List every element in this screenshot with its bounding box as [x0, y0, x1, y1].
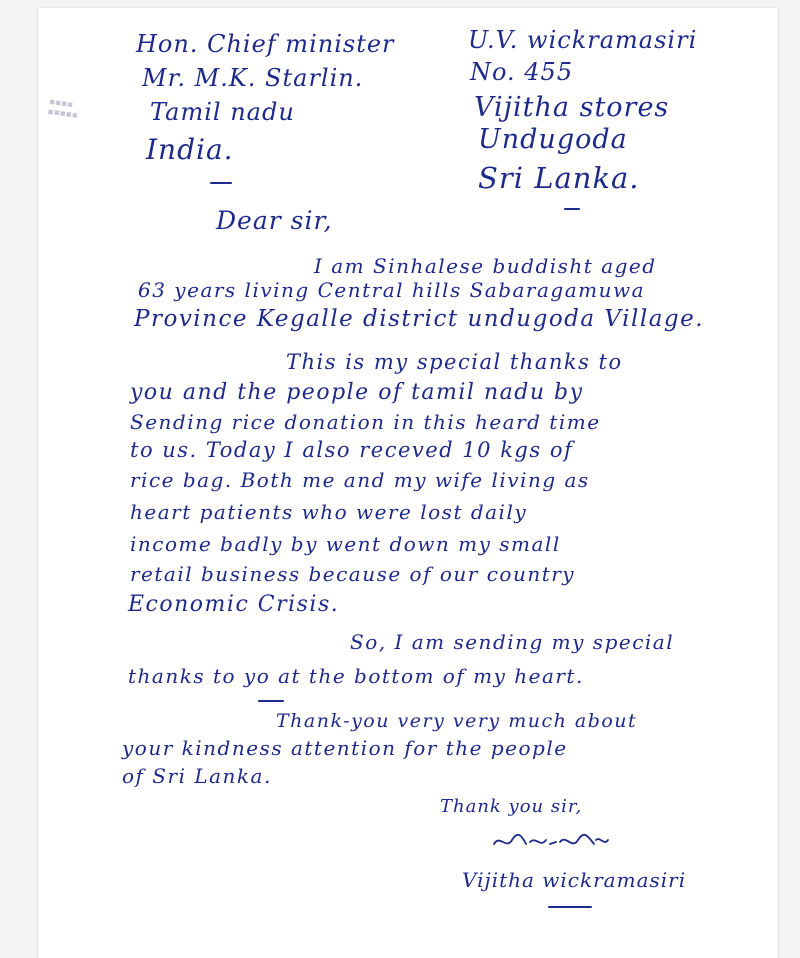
letter-page — [38, 8, 778, 958]
recipient-country: India. — [146, 133, 234, 166]
closing: Thank you sir, — [440, 796, 583, 817]
letter-line: rice bag. Both me and my wife living as — [130, 468, 590, 492]
letter-line: I am Sinhalese buddisht aged — [314, 254, 657, 278]
letter-line: Economic Crisis. — [128, 592, 340, 617]
sender-town: Undugoda — [478, 124, 628, 155]
letter-line: your kindness attention for the people — [122, 736, 568, 760]
letter-line: thanks to yo at the bottom of my heart. — [128, 664, 584, 688]
underline-mark — [258, 700, 284, 702]
letter-line: Province Kegalle district undugoda Village. — [134, 306, 705, 332]
sender-shop: Vijitha stores — [474, 92, 670, 123]
signature-name: Vijitha wickramasiri — [462, 868, 687, 892]
letter-line: to us. Today I also receved 10 kgs of — [130, 438, 574, 462]
letter-line: So, I am sending my special — [350, 630, 675, 654]
letter-line: Thank-you very very much about — [276, 710, 638, 732]
letter-line: This is my special thanks to — [286, 350, 623, 374]
letter-line: retail business because of our country — [130, 562, 576, 586]
letter-line: you and the people of tamil nadu by — [130, 380, 584, 405]
recipient-name: Mr. M.K. Starlin. — [142, 64, 364, 92]
underline-mark — [548, 906, 592, 908]
underline-mark — [210, 182, 232, 184]
salutation: Dear sir, — [216, 206, 333, 235]
recipient-state: Tamil nadu — [150, 98, 295, 126]
letter-line: 63 years living Central hills Sabaragamuwa — [138, 278, 646, 302]
faint-stamp-mark: ▪▪▪▪ ▪▪▪▪▪ — [46, 96, 79, 121]
letter-line: of Sri Lanka. — [122, 764, 272, 788]
letter-line: heart patients who were lost daily — [130, 500, 528, 524]
handwritten-signature — [490, 830, 610, 854]
recipient-title: Hon. Chief minister — [136, 30, 395, 58]
letter-line: income badly by went down my small — [130, 532, 561, 556]
sender-number: No. 455 — [470, 58, 574, 86]
sender-name: U.V. wickramasiri — [468, 26, 698, 54]
underline-mark — [564, 208, 580, 210]
letter-line: Sending rice donation in this heard time — [130, 410, 601, 434]
sender-country: Sri Lanka. — [478, 161, 640, 195]
